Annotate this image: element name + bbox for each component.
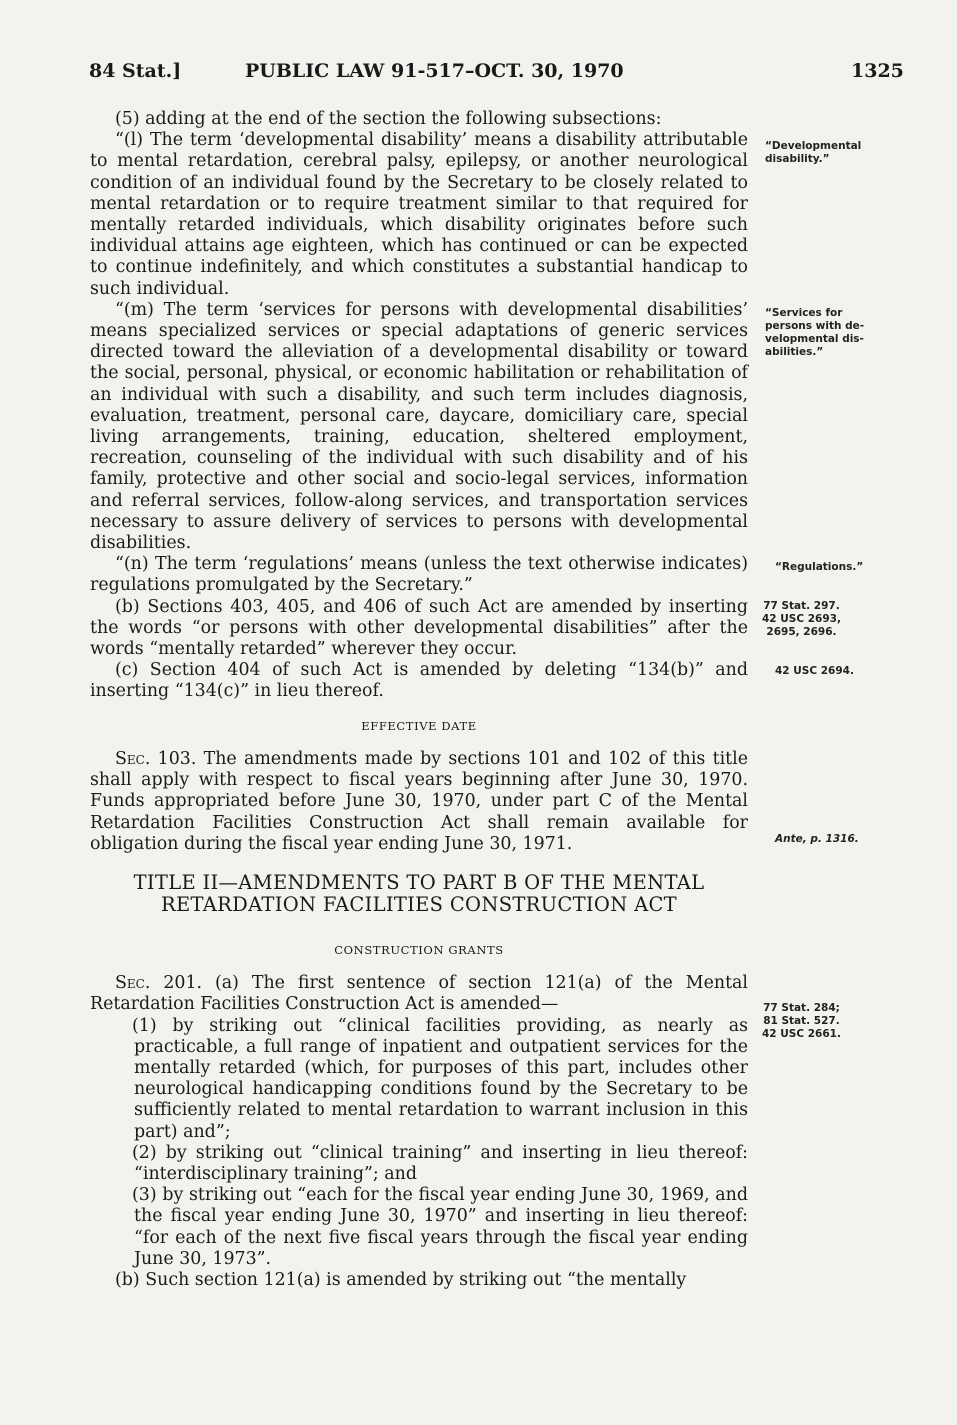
section-103-label: Sec. 103. [115,748,197,769]
body-text [90,109,748,1291]
margin-note-line: 77 Stat. 297. [763,600,840,612]
section-201-text: (a) The first sentence of section 121(a) of the Mental Retardation Facilities Construction Act is amended— [90,973,748,1015]
margin-note-line: “Services for [765,307,843,319]
subsection-m: “(m) The term ‘services for persons with developmental disabilities’ means specialized services or special adaptations of generic services directed toward the alleviation of a developmental disability or toward the social, personal, physical, or economic habilitation or rehabilitation of an individual with such a disability, and such term includes diagnosis, evaluation, treatment, personal care, daycare, domiciliary care, special living arrangements, training, education, sheltered employment, recreation, counseling of the individual with such disability and of his family, protective and other social and socio-legal services, information and referral services, follow-along services, and transportation services necessary to assure delivery of services to persons with developmental disabilities. [90,299,748,554]
item-2: (2) by striking out “clinical training” and inserting in lieu thereof: “interdisciplinary training”; and [132,1142,748,1184]
margin-note-ante [775,833,859,846]
title-line-1: TITLE II—AMENDMENTS TO PART B OF THE MENTAL [133,870,705,894]
subsection-b: (b) Sections 403, 405, and 406 of such Act are amended by inserting the words “or persons with other developmental disabilities” after the words “mentally retarded” wherever they occur. [90,596,748,660]
margin-note-line: persons with de- [765,320,865,332]
section-201 [90,973,748,1015]
margin-note-line: “Regulations.” [775,561,864,573]
margin-note-line: disability.” [765,153,830,165]
subsection-b-2: (b) Such section 121(a) is amended by striking out “the mentally [115,1269,687,1290]
margin-note-usc-2694 [775,665,854,678]
margin-note-line: abilities.” [765,346,824,358]
margin-note-line: “Developmental [765,140,862,152]
header-public-law: PUBLIC LAW 91-517–OCT. 30, 1970 [245,60,624,82]
margin-note-developmental-disability [765,140,861,166]
margin-note-stat-297 [762,600,841,639]
header-statute-volume: 84 Stat.] [89,60,182,82]
margin-note-line: 42 USC 2693, [762,613,841,625]
title-ii-heading [90,872,748,916]
margin-note-line: 42 USC 2661. [762,1028,841,1040]
item-3: (3) by striking out “each for the fiscal year ending June 30, 1969, and the fiscal year ending June 30, 1970” and inserting in lieu thereof: “for each of the next five fiscal years through the fiscal year ending June 30, 1973”. [132,1185,748,1269]
effective-date-heading: EFFECTIVE DATE [361,718,477,733]
margin-note-services [765,307,864,359]
margin-note-line: 77 Stat. 284; [763,1002,840,1014]
header-page-number: 1325 [851,60,904,82]
section-201-label: Sec. 201. [115,973,203,994]
margin-note-line: Ante, p. 1316. [775,833,859,845]
section-103 [90,749,748,855]
title-line-2: RETARDATION FACILITIES CONSTRUCTION ACT [161,892,677,916]
margin-note-line: 2695, 2696. [766,626,837,638]
subsection-l: “(l) The term ‘developmental disability’ means a disability attributable to mental retardation, cerebral palsy, epilepsy, or another neurological condition of an individual found by the Secretary to be closely related to mental retardation or to require treatment similar to that required for mentally retarded individuals, which disability originates before such individual attains age eighteen, which has continued or can be expected to continue indefinitely, and which constitutes a substantial handicap to such individual. [90,130,748,299]
construction-grants-heading: CONSTRUCTION GRANTS [334,942,504,957]
margin-note-stat-284 [762,1002,841,1041]
section-103-text: The amendments made by sections 101 and 102 of this title shall apply with respect to fiscal years beginning after June 30, 1970. Funds appropriated before June 30, 1970, under part C of the Mental Retardation Facilities Construction Act shall remain available for obligation during the fiscal year ending June 30, 1971. [90,748,748,854]
margin-note-line: 81 Stat. 527. [763,1015,840,1027]
paragraph-5: (5) adding at the end of the section the following subsections: [115,109,662,129]
item-1: (1) by striking out “clinical facilities providing, as nearly as practicable, a full range of inpatient and outpatient services for the mentally retarded (which, for purposes of this part, includes other neurological handicapping conditions found by the Secretary to be sufficiently related to mental retardation to warrant inclusion in this part) and”; [132,1015,748,1142]
margin-note-line: 42 USC 2694. [775,665,854,677]
margin-note-line: velopmental dis- [765,333,864,345]
subsection-c: (c) Section 404 of such Act is amended by deleting “134(b)” and inserting “134(c)” in lieu thereof. [90,660,748,702]
subsection-n: “(n) The term ‘regulations’ means (unless the text otherwise indicates) regulations promulgated by the Secretary.” [90,554,748,596]
margin-note-regulations [775,561,863,574]
